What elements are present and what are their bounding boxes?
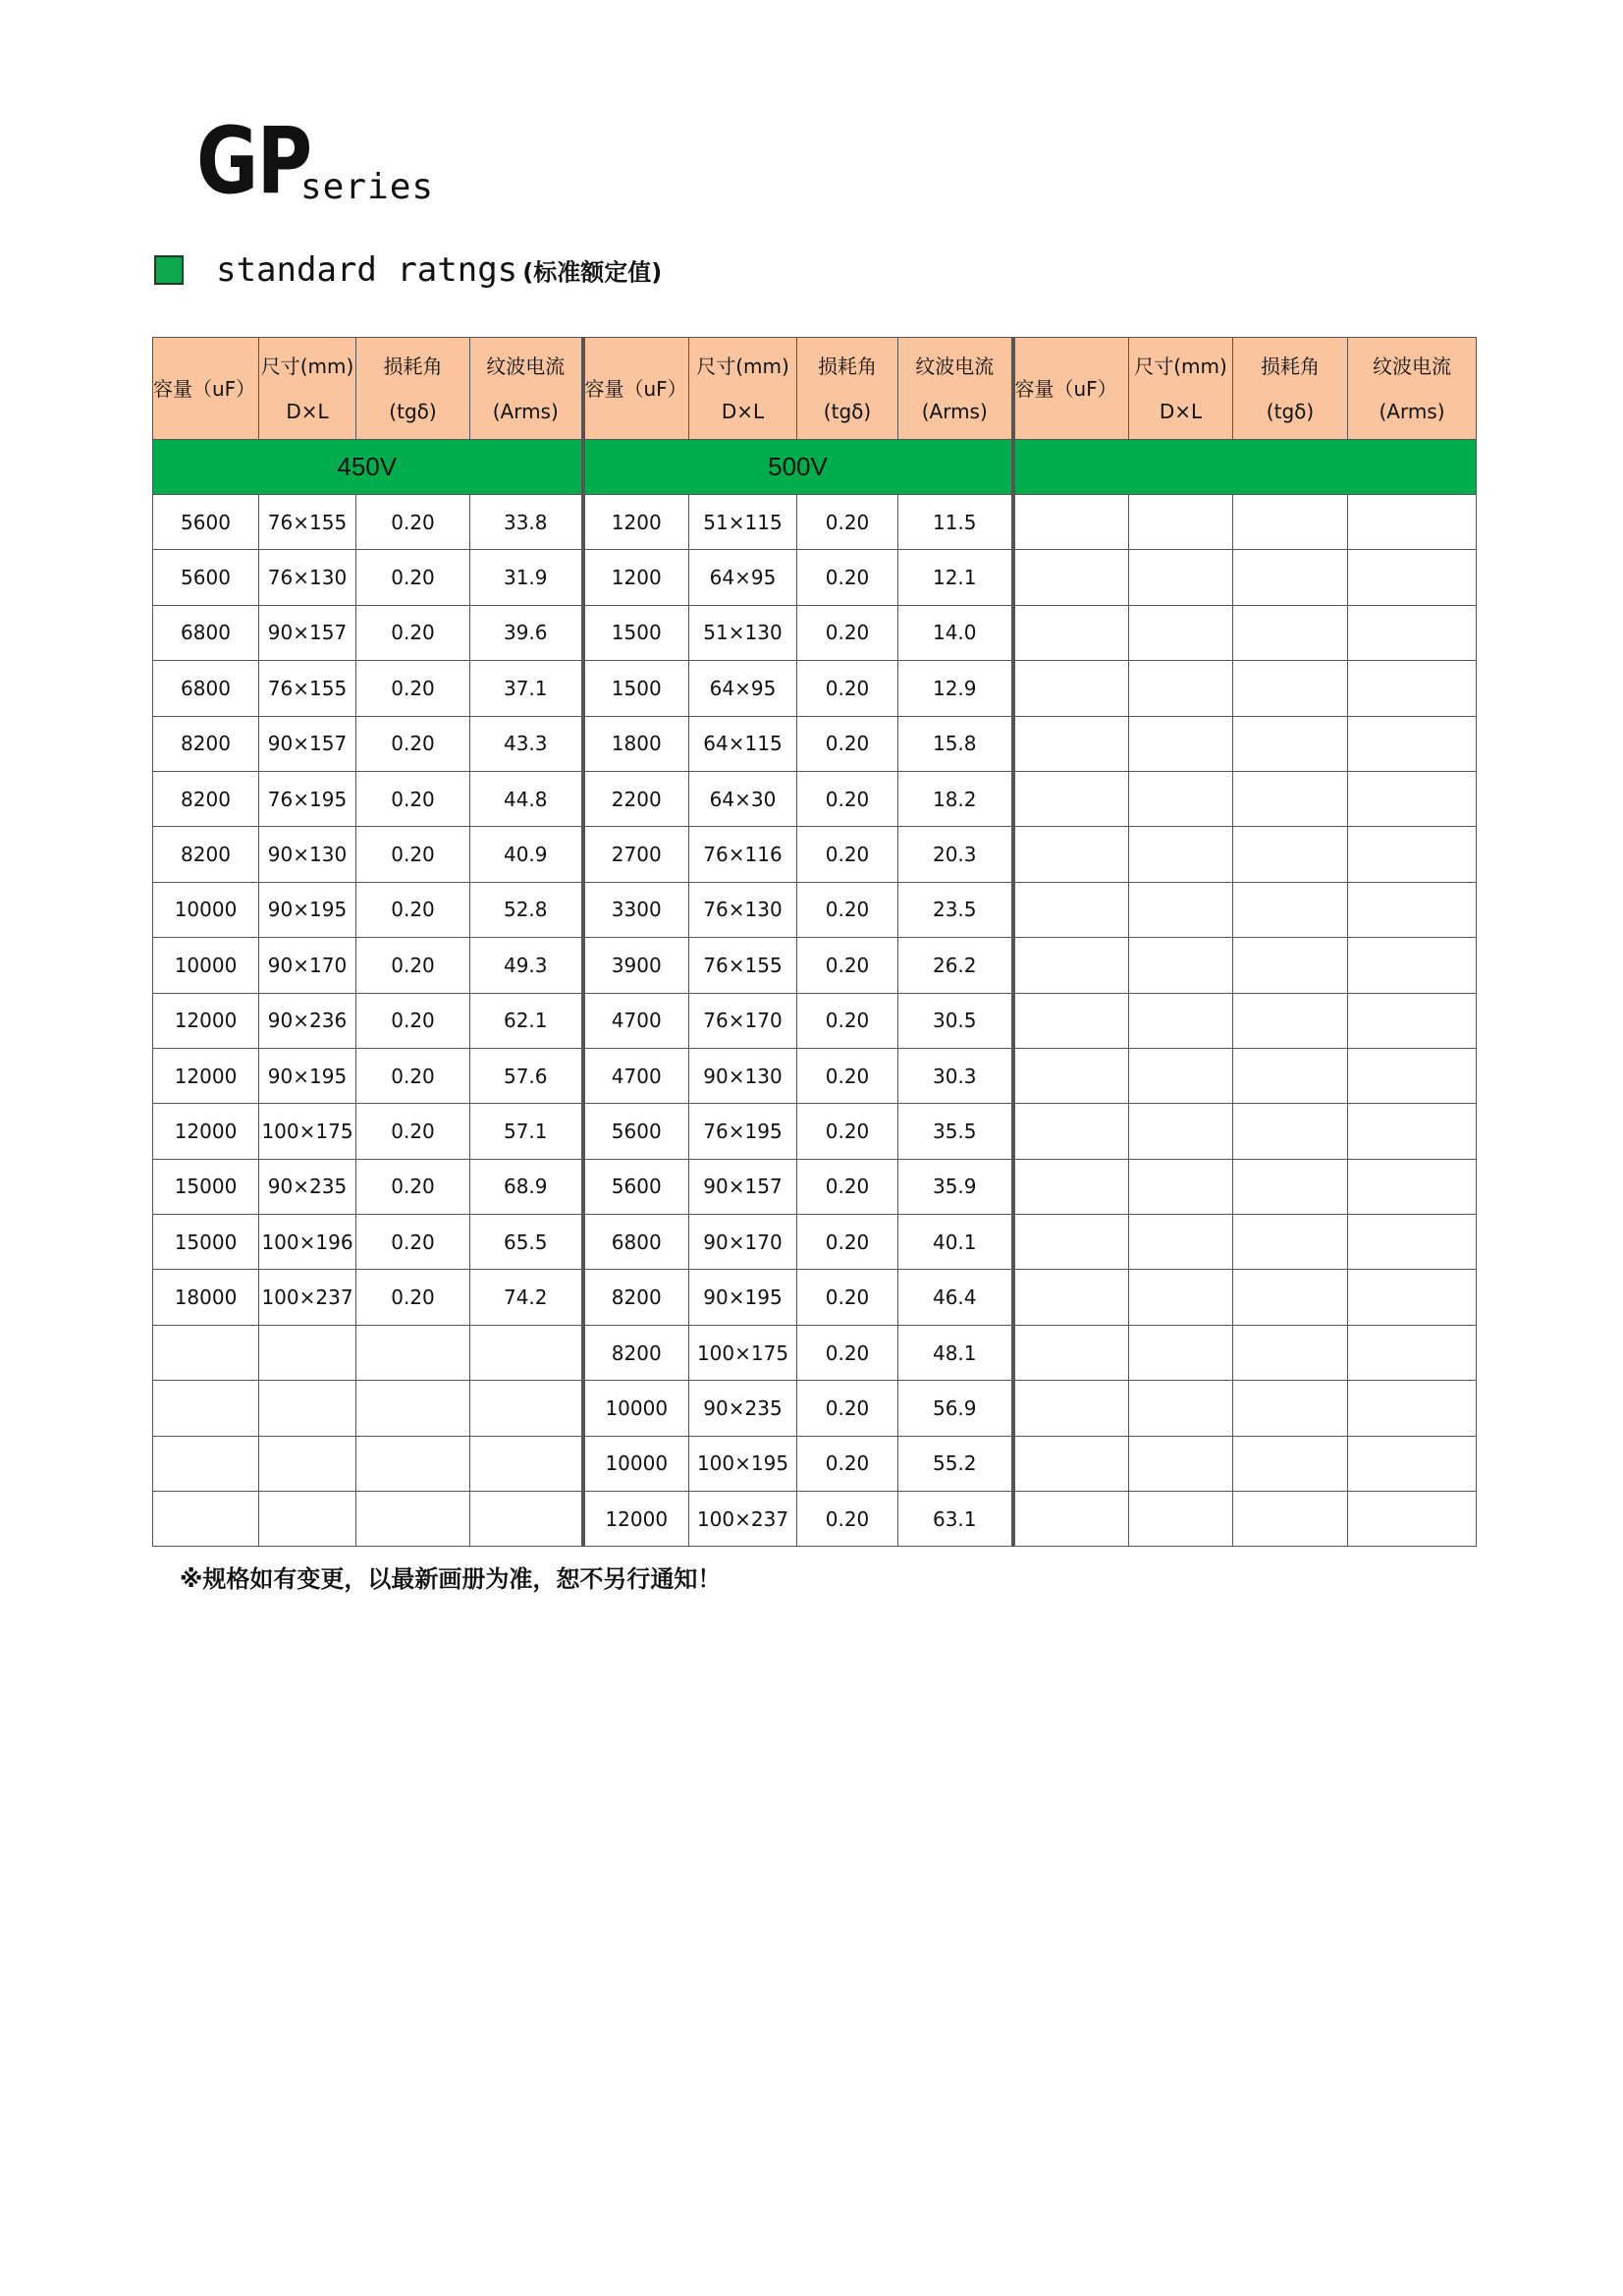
capacity-cell — [1013, 1436, 1129, 1491]
ripple-current-cell — [470, 1381, 583, 1436]
loss-angle-cell — [1233, 1159, 1348, 1214]
header-capacity-text: 容量（uF） — [584, 376, 687, 401]
loss-angle-cell: 0.20 — [356, 1270, 470, 1325]
size-cell — [1129, 661, 1233, 716]
capacity-cell: 8200 — [153, 771, 259, 826]
header-loss-angle — [1233, 338, 1348, 440]
size-cell — [1129, 605, 1233, 660]
ripple-current-cell: 35.5 — [898, 1104, 1013, 1159]
size-cell: 90×130 — [689, 1048, 797, 1103]
size-cell — [1129, 550, 1233, 605]
loss-angle-cell: 0.20 — [797, 938, 898, 993]
size-cell — [1129, 1270, 1233, 1325]
size-cell — [1129, 1048, 1233, 1103]
size-cell: 90×130 — [259, 827, 356, 882]
capacity-cell: 1200 — [583, 550, 689, 605]
header-ripple-current-text: 纹波电流 — [915, 354, 995, 378]
voltage-row — [153, 440, 1477, 495]
header-loss-angle-text: 损耗角 — [1261, 354, 1320, 378]
loss-angle-cell: 0.20 — [356, 993, 470, 1048]
capacity-cell: 1500 — [583, 605, 689, 660]
capacity-cell: 8200 — [583, 1270, 689, 1325]
table-row — [153, 827, 1477, 882]
ripple-current-cell — [1348, 1325, 1477, 1380]
loss-angle-cell — [1233, 771, 1348, 826]
loss-angle-cell: 0.20 — [797, 550, 898, 605]
header-ripple-current-text: 纹波电流 — [1373, 354, 1451, 378]
loss-angle-cell: 0.20 — [356, 938, 470, 993]
header-ripple-current-text: (Arms) — [921, 399, 988, 423]
size-cell — [1129, 1381, 1233, 1436]
header-size-text: 尺寸(mm) — [260, 354, 354, 378]
table-row — [153, 1048, 1477, 1103]
capacity-cell — [1013, 1325, 1129, 1380]
size-cell — [1129, 1492, 1233, 1547]
capacity-cell — [1013, 1159, 1129, 1214]
size-cell: 76×130 — [689, 882, 797, 937]
ripple-current-cell — [1348, 1436, 1477, 1491]
loss-angle-cell: 0.20 — [356, 771, 470, 826]
ripple-current-cell: 15.8 — [898, 716, 1013, 771]
capacity-cell: 12000 — [583, 1492, 689, 1547]
size-cell — [1129, 1215, 1233, 1270]
capacity-cell: 12000 — [153, 993, 259, 1048]
ripple-current-cell — [1348, 938, 1477, 993]
ripple-current-cell: 18.2 — [898, 771, 1013, 826]
loss-angle-cell: 0.20 — [797, 1325, 898, 1380]
series-title — [196, 108, 435, 215]
ripple-current-cell — [1348, 550, 1477, 605]
capacity-cell: 12000 — [153, 1048, 259, 1103]
capacity-cell: 2700 — [583, 827, 689, 882]
loss-angle-cell — [1233, 1048, 1348, 1103]
ripple-current-cell — [1348, 495, 1477, 550]
table-row — [153, 1381, 1477, 1436]
loss-angle-cell — [1233, 1104, 1348, 1159]
capacity-cell: 8200 — [153, 716, 259, 771]
size-cell: 76×155 — [689, 938, 797, 993]
header-size-text: D×L — [721, 399, 765, 423]
capacity-cell: 6800 — [153, 661, 259, 716]
table-row — [153, 1325, 1477, 1380]
section-heading — [154, 250, 662, 290]
ripple-current-cell: 55.2 — [898, 1436, 1013, 1491]
loss-angle-cell — [1233, 1436, 1348, 1491]
header-capacity-text: 容量（uF） — [1014, 376, 1117, 401]
header-ripple-current — [1348, 338, 1477, 440]
header-size-text: D×L — [1159, 399, 1203, 423]
size-cell: 76×195 — [259, 771, 356, 826]
ripple-current-cell: 30.5 — [898, 993, 1013, 1048]
size-cell: 64×30 — [689, 771, 797, 826]
loss-angle-cell — [1233, 1215, 1348, 1270]
loss-angle-cell: 0.20 — [797, 1492, 898, 1547]
voltage-label — [1013, 440, 1477, 495]
capacity-cell: 8200 — [583, 1325, 689, 1380]
capacity-cell: 1200 — [583, 495, 689, 550]
green-square-bullet-icon — [154, 255, 184, 285]
ripple-current-cell — [470, 1492, 583, 1547]
ripple-current-cell — [1348, 827, 1477, 882]
capacity-cell: 15000 — [153, 1215, 259, 1270]
ripple-current-cell — [1348, 882, 1477, 937]
ratings-table — [152, 337, 1477, 1547]
series-suffix: series — [300, 167, 435, 207]
loss-angle-cell: 0.20 — [356, 882, 470, 937]
size-cell: 100×175 — [689, 1325, 797, 1380]
capacity-cell — [1013, 495, 1129, 550]
loss-angle-cell: 0.20 — [356, 661, 470, 716]
capacity-cell — [1013, 1492, 1129, 1547]
size-cell: 90×195 — [259, 882, 356, 937]
ripple-current-cell — [1348, 716, 1477, 771]
header-size — [1129, 338, 1233, 440]
ripple-current-cell: 40.1 — [898, 1215, 1013, 1270]
size-cell — [259, 1492, 356, 1547]
section-heading-en: standard ratngs — [216, 250, 518, 290]
capacity-cell — [153, 1325, 259, 1380]
capacity-cell — [1013, 716, 1129, 771]
loss-angle-cell: 0.20 — [797, 1270, 898, 1325]
size-cell: 100×196 — [259, 1215, 356, 1270]
loss-angle-cell — [1233, 661, 1348, 716]
capacity-cell — [1013, 1381, 1129, 1436]
header-loss-angle-text: (tgδ) — [389, 399, 437, 423]
loss-angle-cell — [356, 1325, 470, 1380]
loss-angle-cell — [356, 1436, 470, 1491]
size-cell: 51×115 — [689, 495, 797, 550]
size-cell: 76×130 — [259, 550, 356, 605]
size-cell: 64×95 — [689, 550, 797, 605]
table-row — [153, 882, 1477, 937]
table-row — [153, 495, 1477, 550]
capacity-cell — [1013, 661, 1129, 716]
capacity-cell — [1013, 1215, 1129, 1270]
size-cell: 90×170 — [259, 938, 356, 993]
capacity-cell: 4700 — [583, 993, 689, 1048]
table-row — [153, 1436, 1477, 1491]
capacity-cell: 6800 — [583, 1215, 689, 1270]
loss-angle-cell: 0.20 — [797, 605, 898, 660]
loss-angle-cell: 0.20 — [797, 1104, 898, 1159]
size-cell: 90×157 — [259, 605, 356, 660]
table-row — [153, 771, 1477, 826]
header-loss-angle-text: 损耗角 — [383, 354, 443, 378]
size-cell: 90×195 — [689, 1270, 797, 1325]
ripple-current-cell: 52.8 — [470, 882, 583, 937]
capacity-cell — [1013, 827, 1129, 882]
loss-angle-cell — [1233, 1381, 1348, 1436]
capacity-cell: 3300 — [583, 882, 689, 937]
size-cell: 76×170 — [689, 993, 797, 1048]
capacity-cell: 12000 — [153, 1104, 259, 1159]
ripple-current-cell — [1348, 1492, 1477, 1547]
size-cell: 76×155 — [259, 495, 356, 550]
ripple-current-cell — [1348, 1381, 1477, 1436]
loss-angle-cell — [1233, 993, 1348, 1048]
size-cell — [259, 1381, 356, 1436]
loss-angle-cell: 0.20 — [797, 1381, 898, 1436]
size-cell: 90×157 — [689, 1159, 797, 1214]
ripple-current-cell — [1348, 1104, 1477, 1159]
capacity-cell — [153, 1436, 259, 1491]
header-ripple-current-text: (Arms) — [1379, 399, 1445, 423]
ripple-current-cell: 56.9 — [898, 1381, 1013, 1436]
header-size-text: D×L — [286, 399, 329, 423]
ripple-current-cell: 31.9 — [470, 550, 583, 605]
loss-angle-cell: 0.20 — [797, 495, 898, 550]
ripple-current-cell: 68.9 — [470, 1159, 583, 1214]
header-loss-angle-text: 损耗角 — [818, 354, 877, 378]
ripple-current-cell: 23.5 — [898, 882, 1013, 937]
table-row — [153, 993, 1477, 1048]
ripple-current-cell — [1348, 661, 1477, 716]
capacity-cell: 5600 — [153, 550, 259, 605]
table-row — [153, 661, 1477, 716]
ripple-current-cell: 35.9 — [898, 1159, 1013, 1214]
capacity-cell: 2200 — [583, 771, 689, 826]
capacity-cell: 4700 — [583, 1048, 689, 1103]
ripple-current-cell: 11.5 — [898, 495, 1013, 550]
ripple-current-cell: 44.8 — [470, 771, 583, 826]
ripple-current-cell: 49.3 — [470, 938, 583, 993]
loss-angle-cell: 0.20 — [797, 993, 898, 1048]
header-loss-angle — [356, 338, 470, 440]
ripple-current-cell: 43.3 — [470, 716, 583, 771]
capacity-cell: 1800 — [583, 716, 689, 771]
ripple-current-cell — [1348, 771, 1477, 826]
capacity-cell: 18000 — [153, 1270, 259, 1325]
capacity-cell: 3900 — [583, 938, 689, 993]
loss-angle-cell: 0.20 — [356, 550, 470, 605]
size-cell — [259, 1436, 356, 1491]
loss-angle-cell: 0.20 — [356, 1159, 470, 1214]
capacity-cell — [153, 1381, 259, 1436]
ripple-current-cell — [470, 1325, 583, 1380]
size-cell — [1129, 1159, 1233, 1214]
loss-angle-cell: 0.20 — [356, 495, 470, 550]
section-heading-cn: (标准额定值) — [522, 258, 663, 287]
size-cell: 100×195 — [689, 1436, 797, 1491]
loss-angle-cell: 0.20 — [797, 716, 898, 771]
size-cell: 100×237 — [689, 1492, 797, 1547]
series-code: GP — [196, 108, 311, 215]
capacity-cell: 5600 — [583, 1159, 689, 1214]
voltage-label: 500V — [583, 440, 1013, 495]
ripple-current-cell: 65.5 — [470, 1215, 583, 1270]
header-size-text: 尺寸(mm) — [1134, 354, 1227, 378]
capacity-cell — [1013, 771, 1129, 826]
size-cell — [1129, 827, 1233, 882]
size-cell — [1129, 495, 1233, 550]
header-ripple-current — [470, 338, 583, 440]
size-cell: 76×195 — [689, 1104, 797, 1159]
table-row — [153, 1215, 1477, 1270]
loss-angle-cell — [1233, 550, 1348, 605]
table-row — [153, 938, 1477, 993]
table-row — [153, 716, 1477, 771]
ripple-current-cell — [1348, 993, 1477, 1048]
ripple-current-cell — [1348, 1270, 1477, 1325]
size-cell — [1129, 1436, 1233, 1491]
size-cell: 90×235 — [689, 1381, 797, 1436]
loss-angle-cell — [1233, 716, 1348, 771]
table-row — [153, 550, 1477, 605]
ripple-current-cell: 40.9 — [470, 827, 583, 882]
capacity-cell — [1013, 938, 1129, 993]
size-cell — [1129, 1104, 1233, 1159]
table-row — [153, 1270, 1477, 1325]
header-ripple-current-text: 纹波电流 — [486, 354, 566, 378]
ripple-current-cell: 12.1 — [898, 550, 1013, 605]
size-cell — [1129, 771, 1233, 826]
ripple-current-cell: 39.6 — [470, 605, 583, 660]
loss-angle-cell: 0.20 — [797, 882, 898, 937]
header-loss-angle-text: (tgδ) — [823, 399, 872, 423]
loss-angle-cell: 0.20 — [356, 1048, 470, 1103]
size-cell: 90×170 — [689, 1215, 797, 1270]
capacity-cell — [1013, 1270, 1129, 1325]
table-row — [153, 1492, 1477, 1547]
loss-angle-cell: 0.20 — [797, 827, 898, 882]
size-cell: 76×155 — [259, 661, 356, 716]
loss-angle-cell — [1233, 827, 1348, 882]
header-loss-angle-text: (tgδ) — [1266, 399, 1315, 423]
size-cell: 100×237 — [259, 1270, 356, 1325]
loss-angle-cell: 0.20 — [356, 1104, 470, 1159]
header-size-text: 尺寸(mm) — [696, 354, 789, 378]
size-cell — [259, 1325, 356, 1380]
ripple-current-cell: 48.1 — [898, 1325, 1013, 1380]
loss-angle-cell — [1233, 1325, 1348, 1380]
table-row — [153, 1104, 1477, 1159]
loss-angle-cell — [1233, 882, 1348, 937]
ripple-current-cell: 57.6 — [470, 1048, 583, 1103]
size-cell: 90×157 — [259, 716, 356, 771]
voltage-label: 450V — [153, 440, 583, 495]
capacity-cell: 6800 — [153, 605, 259, 660]
header-capacity — [583, 338, 689, 440]
ripple-current-cell — [1348, 605, 1477, 660]
loss-angle-cell: 0.20 — [797, 661, 898, 716]
loss-angle-cell — [356, 1381, 470, 1436]
ripple-current-cell: 46.4 — [898, 1270, 1013, 1325]
ripple-current-cell: 20.3 — [898, 827, 1013, 882]
size-cell — [1129, 938, 1233, 993]
capacity-cell — [1013, 993, 1129, 1048]
size-cell — [1129, 882, 1233, 937]
size-cell — [1129, 993, 1233, 1048]
header-row — [153, 338, 1477, 440]
loss-angle-cell — [1233, 1270, 1348, 1325]
loss-angle-cell: 0.20 — [356, 605, 470, 660]
header-ripple-current-text: (Arms) — [492, 399, 559, 423]
capacity-cell — [1013, 1048, 1129, 1103]
capacity-cell: 10000 — [583, 1436, 689, 1491]
table-row — [153, 605, 1477, 660]
size-cell — [1129, 716, 1233, 771]
header-size — [259, 338, 356, 440]
capacity-cell — [153, 1492, 259, 1547]
capacity-cell: 10000 — [153, 882, 259, 937]
capacity-cell: 10000 — [583, 1381, 689, 1436]
header-size — [689, 338, 797, 440]
loss-angle-cell: 0.20 — [797, 771, 898, 826]
loss-angle-cell: 0.20 — [356, 827, 470, 882]
loss-angle-cell: 0.20 — [797, 1048, 898, 1103]
disclaimer-note: ※规格如有变更，以最新画册为准，恕不另行通知！ — [180, 1565, 722, 1593]
capacity-cell: 15000 — [153, 1159, 259, 1214]
ripple-current-cell: 26.2 — [898, 938, 1013, 993]
size-cell: 90×236 — [259, 993, 356, 1048]
header-capacity — [1013, 338, 1129, 440]
loss-angle-cell — [1233, 495, 1348, 550]
size-cell: 64×115 — [689, 716, 797, 771]
capacity-cell — [1013, 550, 1129, 605]
ripple-current-cell: 37.1 — [470, 661, 583, 716]
header-capacity-text: 容量（uF） — [153, 376, 256, 401]
loss-angle-cell — [1233, 1492, 1348, 1547]
capacity-cell: 5600 — [583, 1104, 689, 1159]
ripple-current-cell — [1348, 1159, 1477, 1214]
ripple-current-cell: 30.3 — [898, 1048, 1013, 1103]
header-loss-angle — [797, 338, 898, 440]
ripple-current-cell: 33.8 — [470, 495, 583, 550]
loss-angle-cell — [1233, 938, 1348, 993]
ripple-current-cell — [470, 1436, 583, 1491]
capacity-cell: 10000 — [153, 938, 259, 993]
ripple-current-cell: 12.9 — [898, 661, 1013, 716]
loss-angle-cell: 0.20 — [797, 1215, 898, 1270]
ripple-current-cell — [1348, 1215, 1477, 1270]
header-ripple-current — [898, 338, 1013, 440]
ripple-current-cell: 74.2 — [470, 1270, 583, 1325]
size-cell: 90×235 — [259, 1159, 356, 1214]
size-cell — [1129, 1325, 1233, 1380]
loss-angle-cell: 0.20 — [797, 1436, 898, 1491]
ripple-current-cell: 14.0 — [898, 605, 1013, 660]
capacity-cell: 5600 — [153, 495, 259, 550]
loss-angle-cell — [1233, 605, 1348, 660]
ripple-current-cell — [1348, 1048, 1477, 1103]
capacity-cell — [1013, 605, 1129, 660]
capacity-cell — [1013, 882, 1129, 937]
table-row — [153, 1159, 1477, 1214]
size-cell: 76×116 — [689, 827, 797, 882]
loss-angle-cell — [356, 1492, 470, 1547]
ripple-current-cell: 63.1 — [898, 1492, 1013, 1547]
size-cell: 64×95 — [689, 661, 797, 716]
loss-angle-cell: 0.20 — [356, 716, 470, 771]
capacity-cell: 8200 — [153, 827, 259, 882]
ripple-current-cell: 57.1 — [470, 1104, 583, 1159]
header-capacity — [153, 338, 259, 440]
size-cell: 100×175 — [259, 1104, 356, 1159]
size-cell: 51×130 — [689, 605, 797, 660]
capacity-cell — [1013, 1104, 1129, 1159]
size-cell: 90×195 — [259, 1048, 356, 1103]
loss-angle-cell: 0.20 — [797, 1159, 898, 1214]
loss-angle-cell: 0.20 — [356, 1215, 470, 1270]
ripple-current-cell: 62.1 — [470, 993, 583, 1048]
capacity-cell: 1500 — [583, 661, 689, 716]
